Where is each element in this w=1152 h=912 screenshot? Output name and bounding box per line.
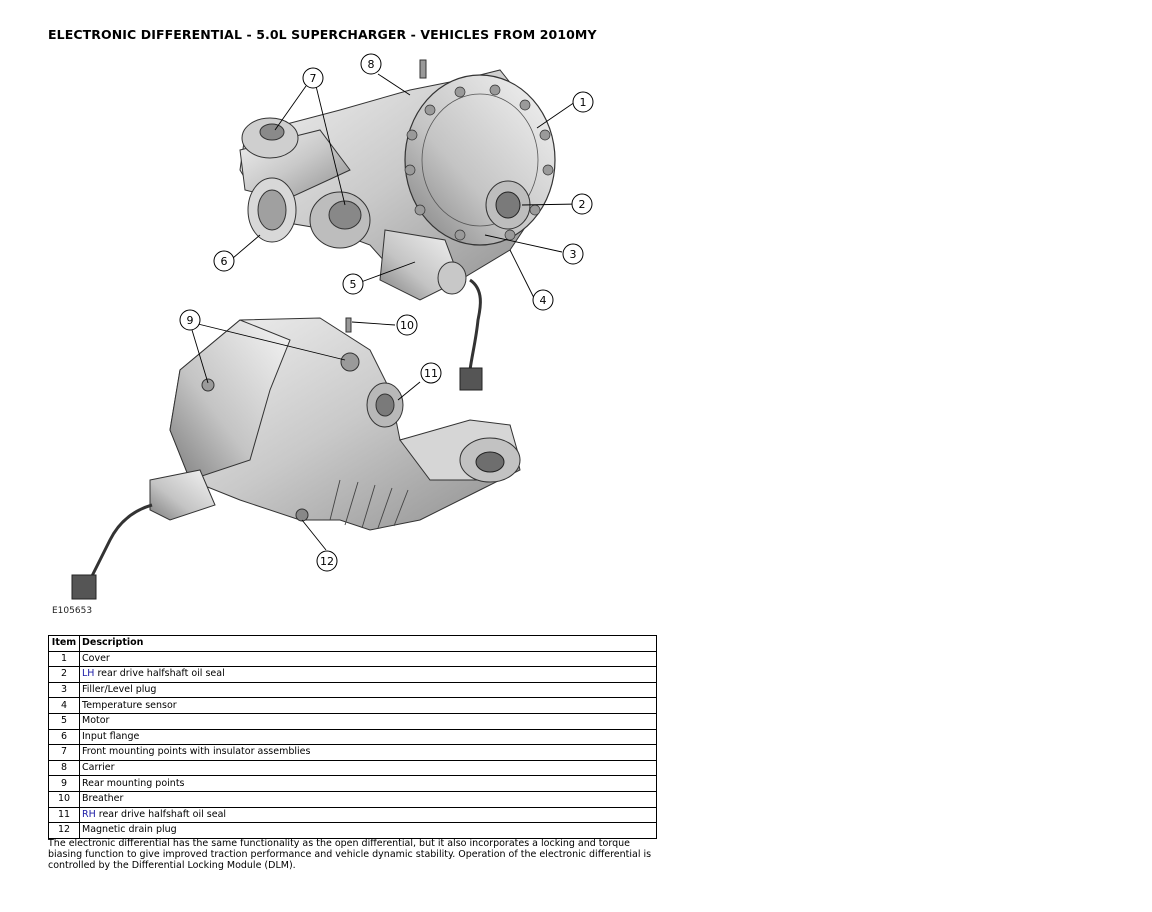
callout-10 — [397, 315, 417, 335]
callout-6 — [214, 251, 234, 271]
item-number: 8 — [49, 760, 80, 776]
item-number: 3 — [49, 682, 80, 698]
table-row — [49, 776, 657, 792]
column-header-item: Item — [49, 636, 80, 652]
item-description — [80, 823, 657, 839]
item-description — [80, 791, 657, 807]
item-description — [80, 651, 657, 667]
description-text: Input flange — [82, 730, 140, 742]
item-number: 9 — [49, 776, 80, 792]
description-text: rear drive halfshaft oil seal — [94, 668, 225, 680]
item-description — [80, 807, 657, 823]
side-link[interactable]: LH — [82, 668, 95, 680]
callout-5 — [343, 274, 363, 294]
item-description — [80, 667, 657, 683]
lower-view — [72, 318, 520, 599]
item-number: 10 — [49, 791, 80, 807]
item-number: 12 — [49, 823, 80, 839]
item-number: 2 — [49, 667, 80, 683]
item-number: 1 — [49, 651, 80, 667]
svg-text:11: 11 — [424, 367, 438, 380]
item-description — [80, 682, 657, 698]
svg-text:10: 10 — [400, 319, 414, 332]
description-text: Breather — [82, 793, 124, 805]
item-description — [80, 745, 657, 761]
svg-text:4: 4 — [539, 294, 547, 307]
table-row — [49, 745, 657, 761]
svg-text:8: 8 — [367, 58, 375, 71]
table-row — [49, 651, 657, 667]
table-row — [49, 698, 657, 714]
page-title: ELECTRONIC DIFFERENTIAL - 5.0L SUPERCHARGER - VEHICLES FROM 2010MY — [48, 27, 597, 42]
svg-text:12: 12 — [320, 555, 334, 568]
table-row — [49, 713, 657, 729]
description-text: Magnetic drain plug — [82, 824, 177, 836]
description-text: Filler/Level plug — [82, 684, 157, 696]
table-row — [49, 823, 657, 839]
table-row — [49, 760, 657, 776]
item-description — [80, 776, 657, 792]
description-text: rear drive halfshaft oil seal — [95, 808, 227, 820]
description-paragraph: The electronic differential has the same functionality as the open differential, but it also incorporates a locking and torque biasing function to give improved traction performance and vehicle dynamic stability. Operation of the electronic differential is controlled by the Differential Locking Module (DLM). — [48, 838, 652, 872]
item-description — [80, 713, 657, 729]
svg-text:9: 9 — [186, 314, 194, 327]
svg-text:7: 7 — [309, 72, 317, 85]
description-text: Temperature sensor — [82, 699, 177, 711]
column-header-description: Description — [80, 636, 657, 652]
table-header-row — [49, 636, 657, 652]
description-text: Carrier — [82, 762, 115, 774]
callout-3 — [563, 244, 583, 264]
description-text: Rear mounting points — [82, 777, 185, 789]
table-row — [49, 791, 657, 807]
illustration-svg — [40, 50, 660, 630]
item-number: 5 — [49, 713, 80, 729]
callout-4 — [533, 290, 553, 310]
table-row — [49, 682, 657, 698]
svg-text:2: 2 — [578, 198, 586, 211]
item-description — [80, 760, 657, 776]
callout-7 — [303, 68, 323, 88]
description-text: Motor — [82, 715, 110, 727]
table-row — [49, 729, 657, 745]
svg-text:5: 5 — [349, 278, 357, 291]
callout-1 — [573, 92, 593, 112]
side-link[interactable]: RH — [82, 808, 96, 820]
item-description — [80, 698, 657, 714]
svg-text:3: 3 — [569, 248, 577, 261]
callout-11 — [421, 363, 441, 383]
callout-12 — [317, 551, 337, 571]
item-number: 6 — [49, 729, 80, 745]
item-number: 7 — [49, 745, 80, 761]
callout-9 — [180, 310, 200, 330]
callout-8 — [361, 54, 381, 74]
item-number: 11 — [49, 807, 80, 823]
table-row — [49, 667, 657, 683]
description-text: Front mounting points with insulator assemblies — [82, 746, 311, 758]
callout-2 — [572, 194, 592, 214]
item-description — [80, 729, 657, 745]
description-text: Cover — [82, 652, 110, 664]
table-row — [49, 807, 657, 823]
svg-text:6: 6 — [220, 255, 228, 268]
figure-id: E105653 — [52, 606, 93, 616]
svg-text:1: 1 — [579, 96, 587, 109]
item-number: 4 — [49, 698, 80, 714]
differential-illustration — [40, 50, 660, 630]
items-table — [48, 635, 657, 839]
